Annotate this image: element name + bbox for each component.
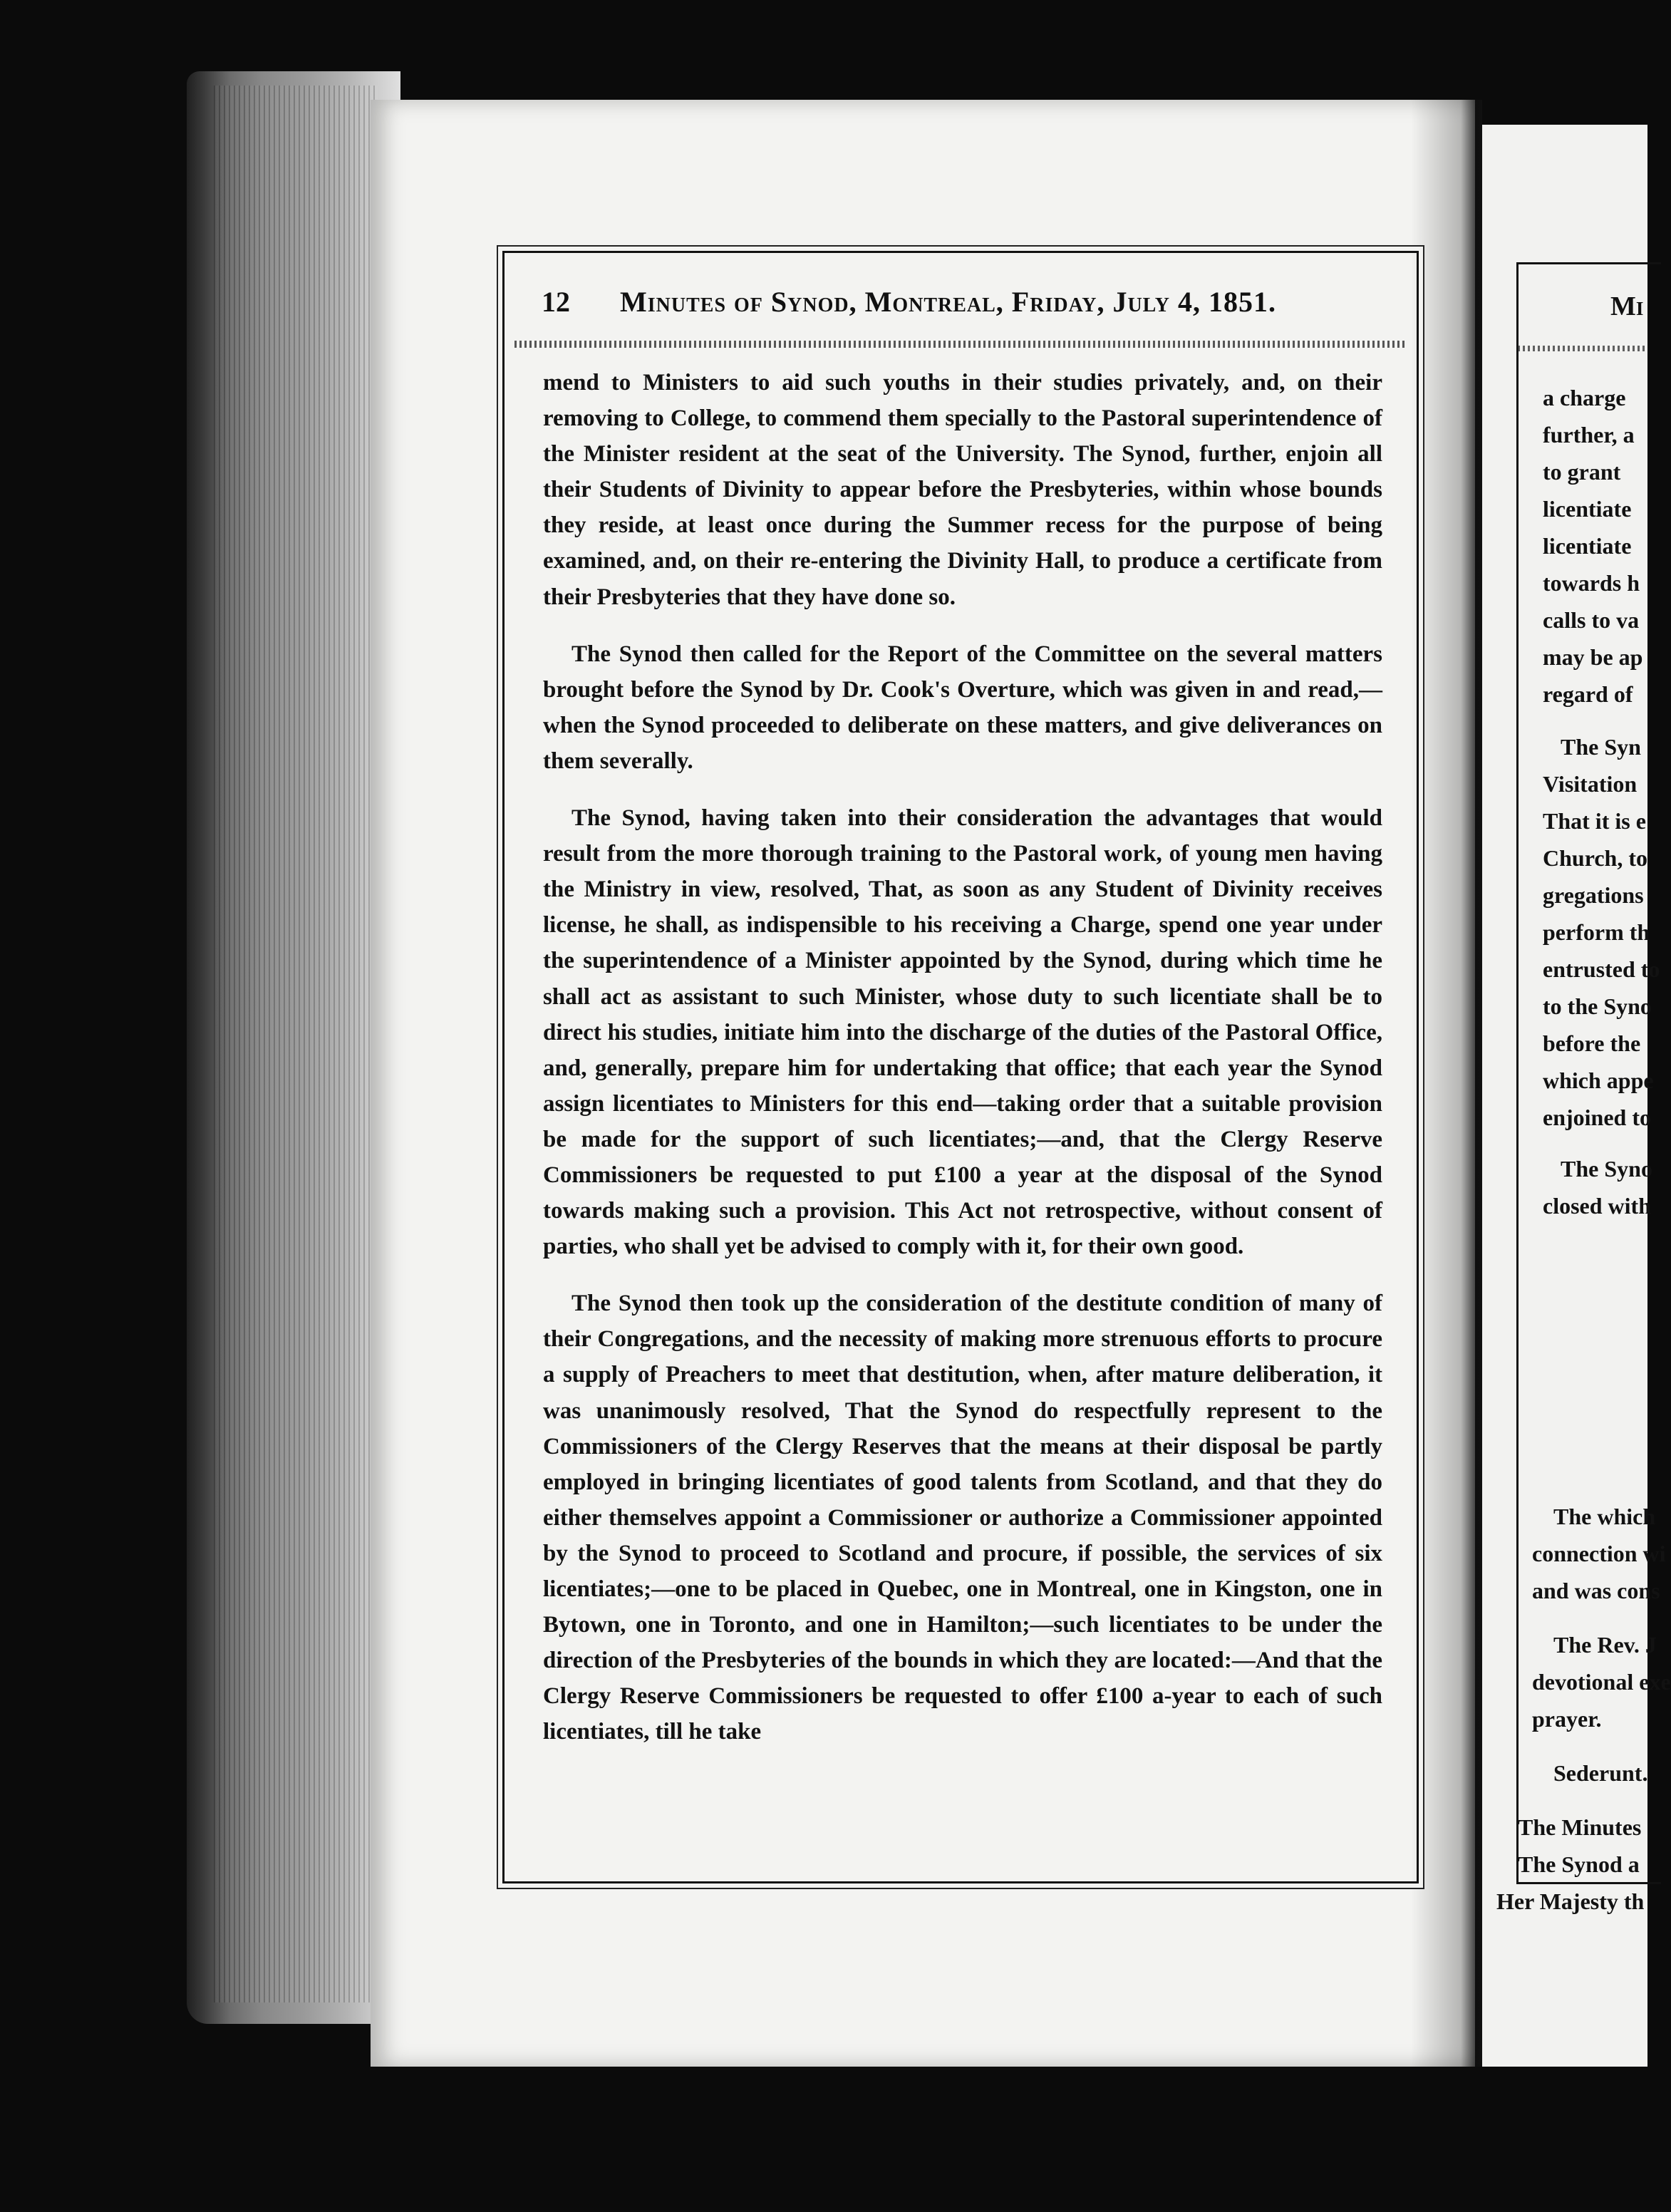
right-line: The which	[1553, 1504, 1656, 1529]
right-line: licentiate	[1543, 496, 1632, 522]
right-line: devotional exe	[1532, 1669, 1671, 1695]
paragraph-2: The Synod then called for the Report of the Committee on the several matters brought before the Synod by Dr. Cook's Overture, which was given in and read,—when the Synod proceeded to deliberate on these matters, and give deliverances on them severally.	[543, 641, 1382, 774]
page-number: 12	[542, 286, 570, 318]
right-line: The Syn	[1561, 734, 1641, 760]
right-line: The Minutes	[1518, 1814, 1642, 1840]
right-line: closed with	[1543, 1193, 1651, 1219]
right-line: That it is e	[1543, 808, 1646, 834]
book-gutter	[1411, 100, 1482, 2067]
right-line: entrusted to	[1543, 956, 1660, 982]
right-line: Visitation	[1543, 771, 1638, 797]
right-page-running-head: Mi	[1610, 291, 1644, 321]
right-line: perform th	[1543, 919, 1650, 945]
left-page-body	[543, 365, 1382, 1750]
paragraph-4: The Synod then took up the consideration of the destitute condition of many of their Congregations, and the necessity of making more strenuous efforts to procure a supply of Preachers to meet that destitution, when, after mature deliberation, it was unanimously resolved, That the Synod do respectfully represent to the Commissioners of the Clergy Reserves that the means at their disposal be partly employed in bringing licentiates of good talents from Scotland, and that they do either themselves appoint a Commissioner or authorize a Commissioner appointed by the Synod to proceed to Scotland and procure, if possible, the services of six licentiates;—one to be placed in Quebec, one in Montreal, one in Kingston, one in Bytown, one in Toronto, and one in Hamilton;—such licentiates to be under the direction of the Presbyteries of the bounds in which they are located:—And that the Clergy Reserve Commissioners be requested to offer £100 a-year to each of such licentiates, till he take	[543, 1291, 1382, 1745]
right-line: to the Syno	[1543, 993, 1652, 1019]
right-line: calls to va	[1543, 607, 1640, 633]
right-line: further, a	[1543, 422, 1635, 448]
running-head: Minutes of Synod, Montreal, Friday, July 4, 1851.	[620, 286, 1276, 318]
right-line: a charge	[1543, 385, 1626, 410]
right-line: Her Majesty th	[1496, 1888, 1645, 1914]
right-page-text	[1496, 0, 1671, 2212]
right-line: enjoined to	[1543, 1105, 1651, 1130]
page-edge-lines	[214, 86, 378, 2002]
right-line: before the	[1543, 1030, 1641, 1056]
header-rule	[514, 341, 1405, 348]
right-line: connection wi	[1532, 1541, 1666, 1566]
right-line: regard of	[1543, 681, 1633, 707]
right-line: prayer.	[1532, 1706, 1602, 1732]
right-line: Sederunt.	[1553, 1760, 1648, 1786]
right-line: The Rev. J	[1553, 1632, 1657, 1658]
right-line: and was cons	[1532, 1578, 1660, 1603]
right-line: Church, to	[1543, 845, 1647, 871]
right-line: may be ap	[1543, 644, 1643, 670]
right-line: towards h	[1543, 570, 1640, 596]
right-line: The Synod a	[1518, 1851, 1640, 1877]
paragraph-3: The Synod, having taken into their consideration the advantages that would result from the more thorough training to the Pastoral work, of young men having the Ministry in view, resolved, That, as soon as any Student of Divinity receives license, he shall, as indispensible to his receiving a Charge, spend one year under the superintendence of a Minister appointed by the Synod, during which time he shall act as assistant to such Minister, whose duty to such licentiate shall be to direct his studies, initiate him into the discharge of the duties of the Pastoral Office, and, generally, prepare him for undertaking that office; that each year the Synod assign licentiates to Ministers for this end—taking order that a suitable provision be made for the support of such licentiates;—and, that the Clergy Reserve Commissioners be requested to put £100 a year at the disposal of the Synod towards making such a provision. This Act not retrospective, without consent of parties, who shall yet be advised to comply with it, for their own good.	[543, 805, 1382, 1260]
right-line: licentiate	[1543, 533, 1632, 559]
left-page-header	[542, 285, 1375, 328]
right-line: The Syno	[1561, 1156, 1652, 1182]
right-line: gregations	[1543, 882, 1644, 908]
paragraph-1: mend to Ministers to aid such youths in their studies privately, and, on their removing to College, to commend them specially to the Pastoral superintendence of the Minister resident at the seat of the University. The Synod, further, enjoin all their Students of Divinity to appear before the Presbyteries, within whose bounds they reside, at least once during the Summer recess for the purpose of being examined, and, on their re-entering the Divinity Hall, to produce a certificate from their Presbyteries that they have done so.	[543, 370, 1382, 610]
right-line: which appe	[1543, 1068, 1654, 1093]
right-line: to grant	[1543, 459, 1621, 485]
